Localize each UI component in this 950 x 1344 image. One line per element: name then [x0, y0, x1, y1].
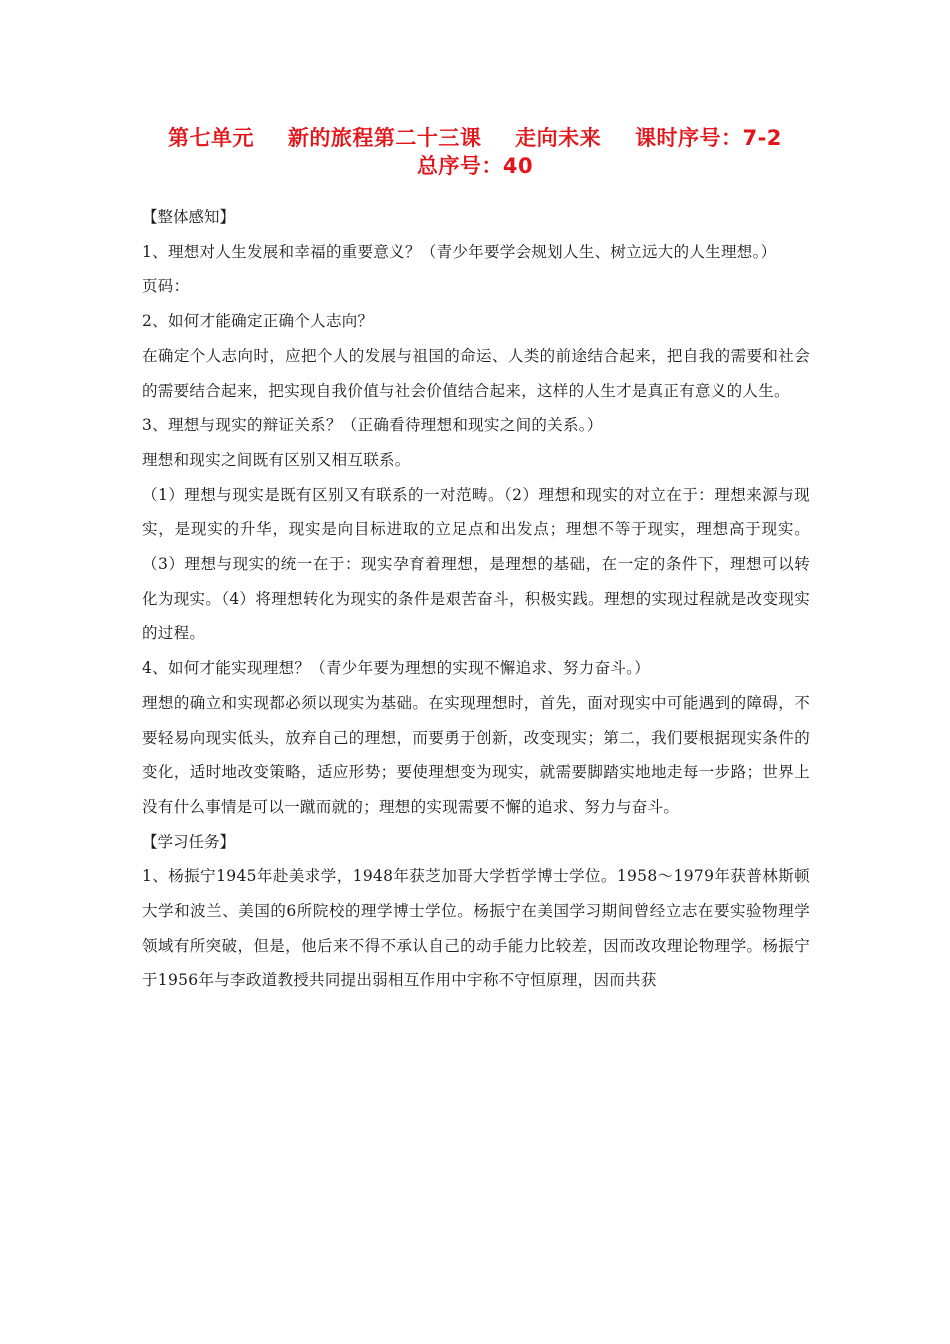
- title-topic: 走向未来: [515, 126, 602, 150]
- title-unit: 第七单元: [168, 126, 255, 150]
- section-heading-tasks: 【学习任务】: [142, 832, 236, 851]
- question-3: 3、理想与现实的辩证关系？（正确看待理想和现实之间的关系。）: [142, 416, 603, 435]
- page-number-label: 页码：: [142, 277, 190, 296]
- question-2: 2、如何才能确定正确个人志向？: [142, 312, 374, 331]
- answer-2: 在确定个人志向时，应把个人的发展与祖国的命运、人类的前途结合起来，把自我的需要和社会的需要结合起来，把实现自我价值与社会价值结合起来，这样的人生才是真正有意义的人生。: [142, 346, 810, 400]
- answer-3-intro: 理想和现实之间既有区别又相互联系。: [142, 450, 411, 469]
- document-body: [142, 200, 810, 998]
- title-total-number: 总序号：40: [416, 154, 534, 178]
- question-4: 4、如何才能实现理想？（青少年要为理想的实现不懈追求、努力奋斗。）: [142, 659, 651, 678]
- answer-3: （1）理想与现实是既有区别又有联系的一对范畴。（2）理想和现实的对立在于：理想来源与现实，是现实的升华，现实是向目标进取的立足点和出发点；理想不等于现实，理想高于现实。（3）理想与现实的统一在于：现实孕育着理想，是理想的基础，在一定的条件下，理想可以转化为现实。（4）将理想转化为现实的条件是艰苦奋斗，积极实践。理想的实现过程就是改变现实的过程。: [142, 485, 810, 643]
- document-title: [0, 122, 950, 152]
- title-period-number: 课时序号：7-2: [634, 126, 782, 150]
- question-1: 1、理想对人生发展和幸福的重要意义？（青少年要学会规划人生、树立远大的人生理想。）: [142, 242, 777, 261]
- task-1: 1、杨振宁1945年赴美求学，1948年获芝加哥大学哲学博士学位。1958～1979年获普林斯顿大学和波兰、美国的6所院校的理学博士学位。杨振宁在美国学习期间曾经立志在要实验物理学领域有所突破，但是，他后来不得不承认自己的动手能力比较差，因而改攻理论物理学。杨振宁于1956年与李政道教授共同提出弱相互作用中宇称不守恒原理，因而共获: [142, 867, 810, 990]
- title-lesson: 新的旅程第二十三课: [287, 126, 482, 150]
- answer-4: 理想的确立和实现都必须以现实为基础。在实现理想时，首先，面对现实中可能遇到的障碍，不要轻易向现实低头，放弃自己的理想，而要勇于创新，改变现实；第二，我们要根据现实条件的变化，适时地改变策略，适应形势；要使理想变为现实，就需要脚踏实地地走每一步路；世界上没有什么事情是可以一蹴而就的；理想的实现需要不懈的追求、努力与奋斗。: [142, 693, 810, 816]
- section-heading-overview: 【整体感知】: [142, 208, 236, 226]
